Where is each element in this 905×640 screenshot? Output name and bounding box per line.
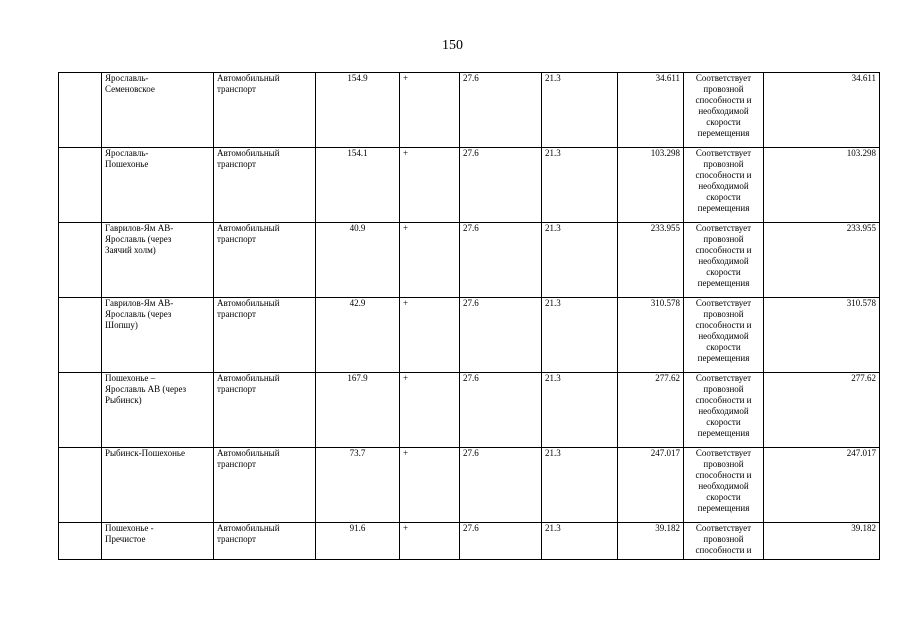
value-b-cell bbox=[542, 298, 618, 373]
route-cell-text: Гаврилов-Ям АВ- Ярославль (через Заячий холм) bbox=[105, 223, 174, 255]
route-cell-text: Пошехонье – Ярославль АВ (через Рыбинск) bbox=[105, 373, 187, 405]
value-a-cell bbox=[460, 73, 542, 148]
value-a-cell bbox=[460, 373, 542, 448]
transport-cell bbox=[214, 223, 316, 298]
route-cell bbox=[102, 148, 214, 223]
page-number: 150 bbox=[442, 38, 463, 53]
table-row bbox=[59, 373, 880, 448]
value-b-cell-text: 21.3 bbox=[545, 448, 561, 458]
value-a-cell-text: 27.6 bbox=[463, 223, 479, 233]
mark-cell-text: + bbox=[403, 373, 409, 383]
capacity-cell bbox=[618, 523, 684, 560]
value-b-cell bbox=[542, 373, 618, 448]
capacity-cell bbox=[618, 373, 684, 448]
distance-cell-text: 73.7 bbox=[349, 448, 366, 458]
mark-cell-text: + bbox=[403, 298, 409, 308]
value-b-cell bbox=[542, 223, 618, 298]
blank-cell bbox=[59, 523, 102, 560]
note-cell-text: Соответствует провозной способности и необходимой скорости перемещения bbox=[695, 223, 752, 288]
capacity-cell-text: 39.182 bbox=[655, 523, 680, 533]
mark-cell bbox=[400, 373, 460, 448]
table-row bbox=[59, 523, 880, 560]
value-c-cell-text: 310.578 bbox=[846, 298, 876, 308]
route-cell bbox=[102, 448, 214, 523]
capacity-cell bbox=[618, 448, 684, 523]
distance-cell bbox=[316, 523, 400, 560]
value-a-cell bbox=[460, 523, 542, 560]
transport-cell bbox=[214, 373, 316, 448]
value-a-cell-text: 27.6 bbox=[463, 523, 479, 533]
value-b-cell bbox=[542, 523, 618, 560]
route-cell bbox=[102, 373, 214, 448]
value-b-cell-text: 21.3 bbox=[545, 373, 561, 383]
value-c-cell bbox=[764, 298, 880, 373]
transport-cell-text: Автомобильный транспорт bbox=[217, 523, 280, 544]
value-a-cell bbox=[460, 148, 542, 223]
value-a-cell bbox=[460, 298, 542, 373]
value-c-cell-text: 34.611 bbox=[851, 73, 876, 83]
note-cell bbox=[684, 523, 764, 560]
distance-cell-text: 91.6 bbox=[349, 523, 366, 533]
route-cell-text: Ярославль- Пошехонье bbox=[105, 148, 149, 169]
route-cell-text: Пошехонье - Пречистое bbox=[105, 523, 154, 544]
note-cell-text: Соответствует провозной способности и необходимой скорости перемещения bbox=[695, 73, 752, 138]
route-cell bbox=[102, 523, 214, 560]
table-row bbox=[59, 448, 880, 523]
blank-cell bbox=[59, 373, 102, 448]
capacity-cell-text: 310.578 bbox=[650, 298, 680, 308]
transport-cell-text: Автомобильный транспорт bbox=[217, 448, 280, 469]
table-row bbox=[59, 73, 880, 148]
route-cell bbox=[102, 298, 214, 373]
mark-cell bbox=[400, 223, 460, 298]
transport-cell-text: Автомобильный транспорт bbox=[217, 223, 280, 244]
table-row bbox=[59, 148, 880, 223]
value-a-cell-text: 27.6 bbox=[463, 298, 479, 308]
value-b-cell-text: 21.3 bbox=[545, 148, 561, 158]
mark-cell bbox=[400, 298, 460, 373]
value-b-cell bbox=[542, 448, 618, 523]
mark-cell-text: + bbox=[403, 148, 409, 158]
value-a-cell bbox=[460, 223, 542, 298]
note-cell-text: Соответствует провозной способности и необходимой скорости перемещения bbox=[695, 448, 752, 513]
distance-cell-text: 42.9 bbox=[349, 298, 366, 308]
value-c-cell-text: 247.017 bbox=[846, 448, 876, 458]
value-b-cell-text: 21.3 bbox=[545, 523, 561, 533]
blank-cell bbox=[59, 448, 102, 523]
value-c-cell bbox=[764, 448, 880, 523]
route-cell bbox=[102, 73, 214, 148]
note-cell-text: Соответствует провозной способности и необходимой скорости перемещения bbox=[695, 298, 752, 363]
capacity-cell-text: 233.955 bbox=[650, 223, 680, 233]
capacity-cell bbox=[618, 148, 684, 223]
route-cell bbox=[102, 223, 214, 298]
routes-table bbox=[58, 72, 880, 560]
mark-cell-text: + bbox=[403, 523, 409, 533]
distance-cell-text: 40.9 bbox=[349, 223, 366, 233]
blank-cell bbox=[59, 298, 102, 373]
value-c-cell bbox=[764, 73, 880, 148]
mark-cell-text: + bbox=[403, 223, 409, 233]
note-cell bbox=[684, 223, 764, 298]
note-cell bbox=[684, 448, 764, 523]
distance-cell bbox=[316, 73, 400, 148]
value-a-cell-text: 27.6 bbox=[463, 148, 479, 158]
note-cell bbox=[684, 373, 764, 448]
transport-cell-text: Автомобильный транспорт bbox=[217, 298, 280, 319]
capacity-cell-text: 34.611 bbox=[655, 73, 680, 83]
value-b-cell-text: 21.3 bbox=[545, 298, 561, 308]
value-c-cell bbox=[764, 148, 880, 223]
value-b-cell-text: 21.3 bbox=[545, 223, 561, 233]
distance-cell-text: 154.9 bbox=[347, 73, 368, 83]
value-c-cell bbox=[764, 373, 880, 448]
transport-cell bbox=[214, 148, 316, 223]
capacity-cell bbox=[618, 298, 684, 373]
route-cell-text: Ярославль- Семеновское bbox=[105, 73, 155, 94]
note-cell-text: Соответствует провозной способности и необходимой скорости перемещения bbox=[695, 373, 752, 438]
note-cell-text: Соответствует провозной способности и bbox=[695, 523, 752, 555]
distance-cell bbox=[316, 223, 400, 298]
value-c-cell bbox=[764, 523, 880, 560]
blank-cell bbox=[59, 73, 102, 148]
distance-cell bbox=[316, 298, 400, 373]
table-row bbox=[59, 223, 880, 298]
mark-cell bbox=[400, 148, 460, 223]
transport-cell-text: Автомобильный транспорт bbox=[217, 373, 280, 394]
mark-cell bbox=[400, 73, 460, 148]
mark-cell bbox=[400, 523, 460, 560]
mark-cell bbox=[400, 448, 460, 523]
value-a-cell-text: 27.6 bbox=[463, 373, 479, 383]
value-c-cell-text: 277.62 bbox=[851, 373, 876, 383]
blank-cell bbox=[59, 148, 102, 223]
distance-cell bbox=[316, 448, 400, 523]
capacity-cell bbox=[618, 223, 684, 298]
value-b-cell bbox=[542, 148, 618, 223]
transport-cell bbox=[214, 73, 316, 148]
value-a-cell-text: 27.6 bbox=[463, 448, 479, 458]
note-cell bbox=[684, 148, 764, 223]
distance-cell-text: 167.9 bbox=[347, 373, 368, 383]
transport-cell-text: Автомобильный транспорт bbox=[217, 148, 280, 169]
distance-cell bbox=[316, 373, 400, 448]
capacity-cell bbox=[618, 73, 684, 148]
table-row bbox=[59, 298, 880, 373]
transport-cell bbox=[214, 523, 316, 560]
mark-cell-text: + bbox=[403, 73, 409, 83]
route-cell-text: Гаврилов-Ям АВ- Ярославль (через Шопшу) bbox=[105, 298, 174, 330]
capacity-cell-text: 247.017 bbox=[650, 448, 680, 458]
transport-cell bbox=[214, 448, 316, 523]
value-a-cell-text: 27.6 bbox=[463, 73, 479, 83]
mark-cell-text: + bbox=[403, 448, 409, 458]
distance-cell-text: 154.1 bbox=[347, 148, 368, 158]
value-b-cell bbox=[542, 73, 618, 148]
value-c-cell-text: 103.298 bbox=[846, 148, 876, 158]
value-c-cell-text: 39.182 bbox=[851, 523, 876, 533]
note-cell-text: Соответствует провозной способности и необходимой скорости перемещения bbox=[695, 148, 752, 213]
transport-cell-text: Автомобильный транспорт bbox=[217, 73, 280, 94]
capacity-cell-text: 103.298 bbox=[650, 148, 680, 158]
value-b-cell-text: 21.3 bbox=[545, 73, 561, 83]
transport-cell bbox=[214, 298, 316, 373]
route-cell-text: Рыбинск-Пошехонье bbox=[105, 448, 186, 458]
value-a-cell bbox=[460, 448, 542, 523]
value-c-cell-text: 233.955 bbox=[846, 223, 876, 233]
note-cell bbox=[684, 73, 764, 148]
capacity-cell-text: 277.62 bbox=[655, 373, 680, 383]
note-cell bbox=[684, 298, 764, 373]
distance-cell bbox=[316, 148, 400, 223]
blank-cell bbox=[59, 223, 102, 298]
value-c-cell bbox=[764, 223, 880, 298]
